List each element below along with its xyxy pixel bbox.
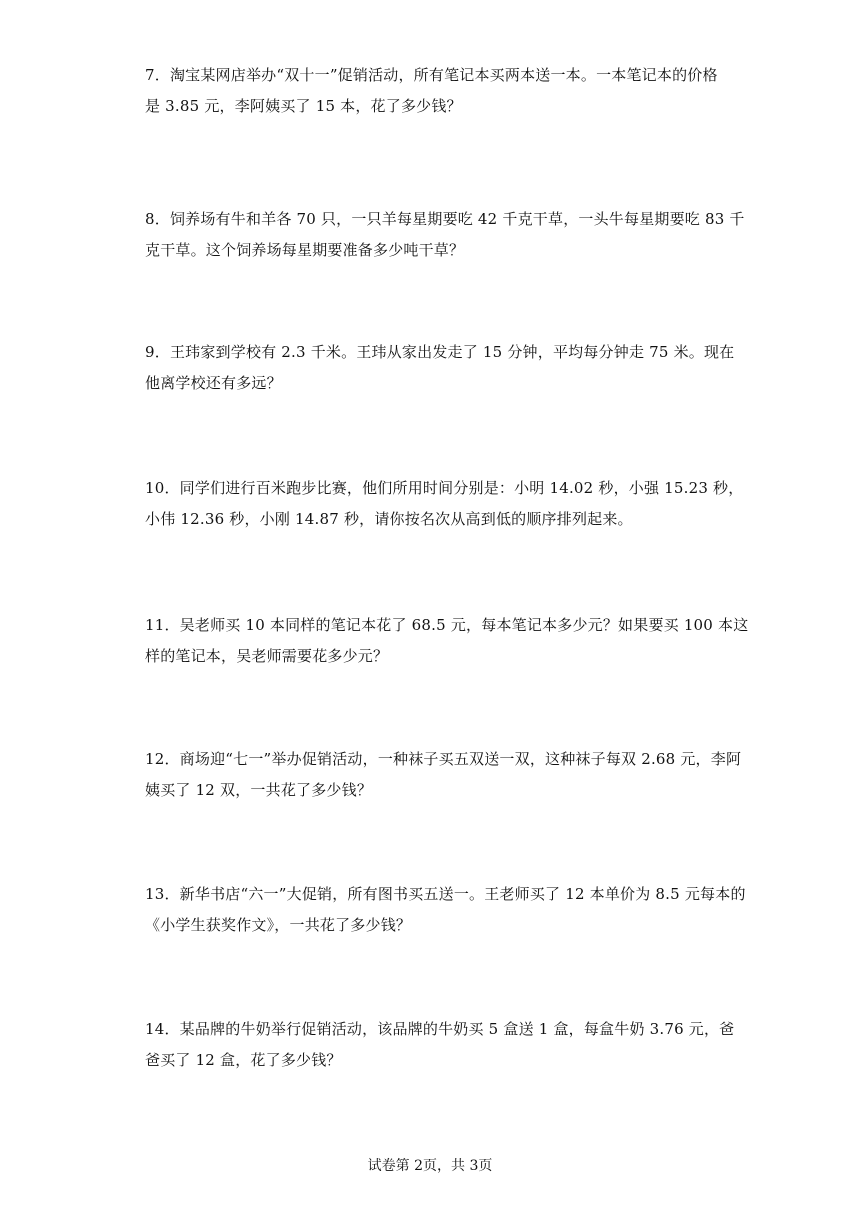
question-12-line-1: 12．商场迎“七一”举办促销活动，一种袜子买五双送一双，这种袜子每双 2.68 元，李阿 xyxy=(145,750,742,768)
question-11-line-2: 样的笔记本，吴老师需要花多少元？ xyxy=(145,647,389,665)
question-11-line-1: 11．吴老师买 10 本同样的笔记本花了 68.5 元，每本笔记本多少元？如果要买 100 本这 xyxy=(145,616,749,634)
question-9-line-1: 9．王玮家到学校有 2.3 千米。王玮从家出发走了 15 分钟，平均每分钟走 75 米。现在 xyxy=(145,343,735,361)
question-13-line-2: 《小学生获奖作文》，一共花了多少钱？ xyxy=(145,916,412,934)
question-11 xyxy=(145,610,749,672)
question-13-line-1: 13．新华书店“六一”大促销，所有图书买五送一。王老师买了 12 本单价为 8.5 元每本的 xyxy=(145,885,746,903)
page-footer: 试卷第 2页，共 3页 xyxy=(367,1158,493,1174)
question-13 xyxy=(145,879,746,941)
question-8-line-2: 克干草。这个饲养场每星期要准备多少吨干草？ xyxy=(145,241,465,259)
question-7-line-2: 是 3.85 元，李阿姨买了 15 本，花了多少钱？ xyxy=(145,97,462,115)
question-9 xyxy=(145,337,735,399)
question-14-line-1: 14．某品牌的牛奶举行促销活动，该品牌的牛奶买 5 盒送 1 盒，每盒牛奶 3.76 元，爸 xyxy=(145,1020,735,1038)
question-12 xyxy=(145,744,742,806)
question-10 xyxy=(145,473,744,535)
question-8-line-1: 8．饲养场有牛和羊各 70 只，一只羊每星期要吃 42 千克干草，一头牛每星期要吃 83 千 xyxy=(145,210,745,228)
question-9-line-2: 他离学校还有多远？ xyxy=(145,374,282,392)
question-14-line-2: 爸买了 12 盒，花了多少钱？ xyxy=(145,1051,342,1069)
question-8 xyxy=(145,204,745,266)
question-14 xyxy=(145,1014,735,1076)
question-7-line-1: 7．淘宝某网店举办“双十一”促销活动，所有笔记本买两本送一本。一本笔记本的价格 xyxy=(145,66,718,84)
question-10-line-2: 小伟 12.36 秒，小刚 14.87 秒，请你按名次从高到低的顺序排列起来。 xyxy=(145,510,633,528)
question-7 xyxy=(145,60,720,122)
question-12-line-2: 姨买了 12 双，一共花了多少钱？ xyxy=(145,781,373,799)
question-10-line-1: 10．同学们进行百米跑步比赛，他们所用时间分别是：小明 14.02 秒，小强 15.23 秒， xyxy=(145,479,744,497)
